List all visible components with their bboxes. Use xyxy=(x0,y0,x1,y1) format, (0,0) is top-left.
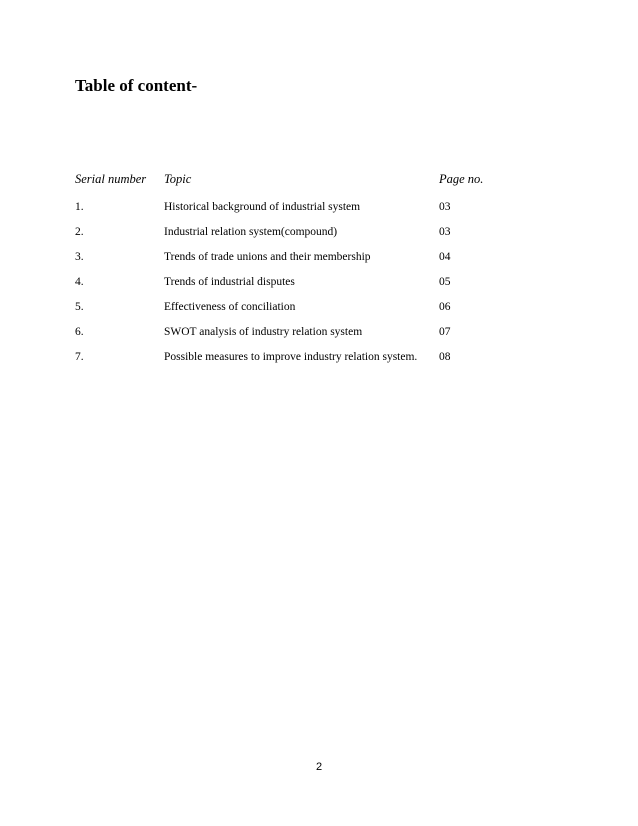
row-topic: Industrial relation system(compound) xyxy=(164,226,338,238)
row-page: 08 xyxy=(439,351,451,363)
row-page: 03 xyxy=(439,201,451,213)
row-serial: 1. xyxy=(75,201,84,213)
toc-header-row xyxy=(75,170,545,198)
toc-row xyxy=(75,323,545,348)
row-page: 06 xyxy=(439,301,451,313)
toc-row xyxy=(75,198,545,223)
row-page: 07 xyxy=(439,326,451,338)
row-topic: Trends of industrial disputes xyxy=(164,276,295,288)
row-serial: 6. xyxy=(75,326,84,338)
row-page: 05 xyxy=(439,276,451,288)
row-topic: Historical background of industrial system xyxy=(164,201,361,213)
header-serial-number: Serial number xyxy=(75,172,147,186)
row-topic: Effectiveness of conciliation xyxy=(164,301,296,313)
row-serial: 7. xyxy=(75,351,84,363)
toc-row xyxy=(75,273,545,298)
header-page-no: Page no. xyxy=(439,172,484,186)
toc-row xyxy=(75,298,545,323)
toc-row xyxy=(75,248,545,273)
table-of-contents xyxy=(75,170,545,373)
page-number: 2 xyxy=(315,761,323,773)
row-serial: 2. xyxy=(75,226,84,238)
header-topic: Topic xyxy=(164,172,192,186)
row-serial: 3. xyxy=(75,251,84,263)
row-serial: 4. xyxy=(75,276,84,288)
row-page: 04 xyxy=(439,251,451,263)
row-page: 03 xyxy=(439,226,451,238)
row-topic: Possible measures to improve industry relation system. xyxy=(164,351,418,363)
page-title: Table of content- xyxy=(75,76,198,95)
row-serial: 5. xyxy=(75,301,84,313)
row-topic: SWOT analysis of industry relation system xyxy=(164,326,363,338)
row-topic: Trends of trade unions and their membership xyxy=(164,251,371,263)
toc-row xyxy=(75,223,545,248)
toc-row xyxy=(75,348,545,373)
